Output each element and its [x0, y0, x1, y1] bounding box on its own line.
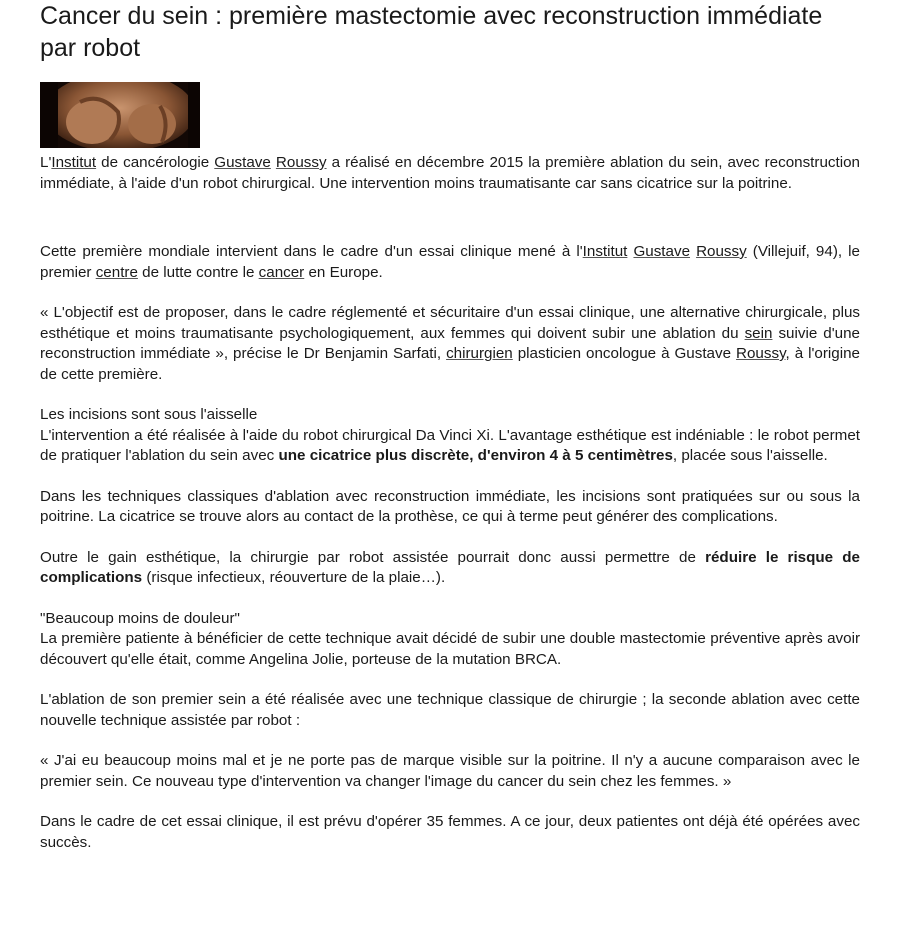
link-chirurgien[interactable]: chirurgien	[446, 345, 513, 362]
link-institut[interactable]: Institut	[582, 243, 628, 260]
paragraph-4: Dans les techniques classiques d'ablation avec reconstruction immédiate, les incisions sont pratiquées sur ou sous la poitrine. La cicatrice se trouve alors au contact de la prothèse, ce qui à terme peut générer des complications.	[40, 487, 860, 525]
link-centre[interactable]: centre	[95, 263, 138, 281]
section-heading-douleur: "Beaucoup moins de douleur"	[40, 609, 240, 627]
paragraph-6: La première patiente à bénéficier de cette technique avait décidé de subir une double mastectomie préventive après avoir découvert qu'elle était, comme Angelina Jolie, porteuse de la mutation BRCA.	[40, 630, 860, 668]
link-sein[interactable]: sein	[744, 324, 773, 342]
article-photo	[40, 82, 200, 148]
paragraph-2: « L'objectif est de proposer, dans le cadre réglementé et sécuritaire d'un essai clinique, une alternative chirurgicale, plus esthétique et moins traumatisante psychologiquement, aux femmes qui doivent subir une ablation du sein suivie d'une reconstruction immédiate », précise le Dr Benjamin Sarfati, chirurgien plasticien oncologue à Gustave Roussy, à l'origine de cette première.	[40, 304, 860, 383]
section-heading-incisions: Les incisions sont sous l'aisselle	[40, 406, 258, 423]
paragraph-3: L'intervention a été réalisée à l'aide du robot chirurgical Da Vinci Xi. L'avantage esthétique est indéniable : le robot permet de pratiquer l'ablation du sein avec une cicatrice plus discrète, d'environ 4 à 5 centimètres, placée sous l'aisselle.	[40, 426, 860, 464]
article-body	[40, 153, 860, 853]
link-cancer[interactable]: cancer	[258, 263, 305, 281]
intro-paragraph: L'Institut de cancérologie Gustave Roussy a réalisé en décembre 2015 la première ablation du sein, avec reconstruction immédiate, à l'aide d'un robot chirurgical. Une intervention moins traumatisante car sans cicatrice sur la poitrine.	[40, 154, 860, 192]
link-gustave[interactable]: Gustave	[214, 154, 271, 171]
link-roussy[interactable]: Roussy	[696, 243, 747, 260]
link-roussy[interactable]: Roussy	[275, 154, 327, 171]
paragraph-1: Cette première mondiale intervient dans le cadre d'un essai clinique mené à l'Institut Gustave Roussy (Villejuif, 94), le premier centre de lutte contre le cancer en Europe.	[40, 243, 860, 281]
paragraph-9: Dans le cadre de cet essai clinique, il est prévu d'opérer 35 femmes. A ce jour, deux patientes ont déjà été opérées avec succès.	[40, 813, 860, 851]
link-institut[interactable]: Institut	[51, 154, 97, 171]
link-roussy[interactable]: Roussy	[736, 345, 786, 362]
paragraph-5: Outre le gain esthétique, la chirurgie par robot assistée pourrait donc aussi permettre de réduire le risque de complications (risque infectieux, réouverture de la plaie…).	[40, 548, 860, 586]
article-title: Cancer du sein : première mastectomie avec reconstruction immédiate par robot	[40, 2, 823, 62]
link-gustave[interactable]: Gustave	[633, 243, 691, 260]
paragraph-8: « J'ai eu beaucoup moins mal et je ne porte pas de marque visible sur la poitrine. Il n'y a aucune comparaison avec le premier sein. Ce nouveau type d'intervention va changer l'image du cancer du sein chez les femmes. »	[40, 752, 860, 790]
paragraph-7: L'ablation de son premier sein a été réalisée avec une technique classique de chirurgie ; la seconde ablation avec cette nouvelle technique assistée par robot :	[40, 691, 860, 729]
